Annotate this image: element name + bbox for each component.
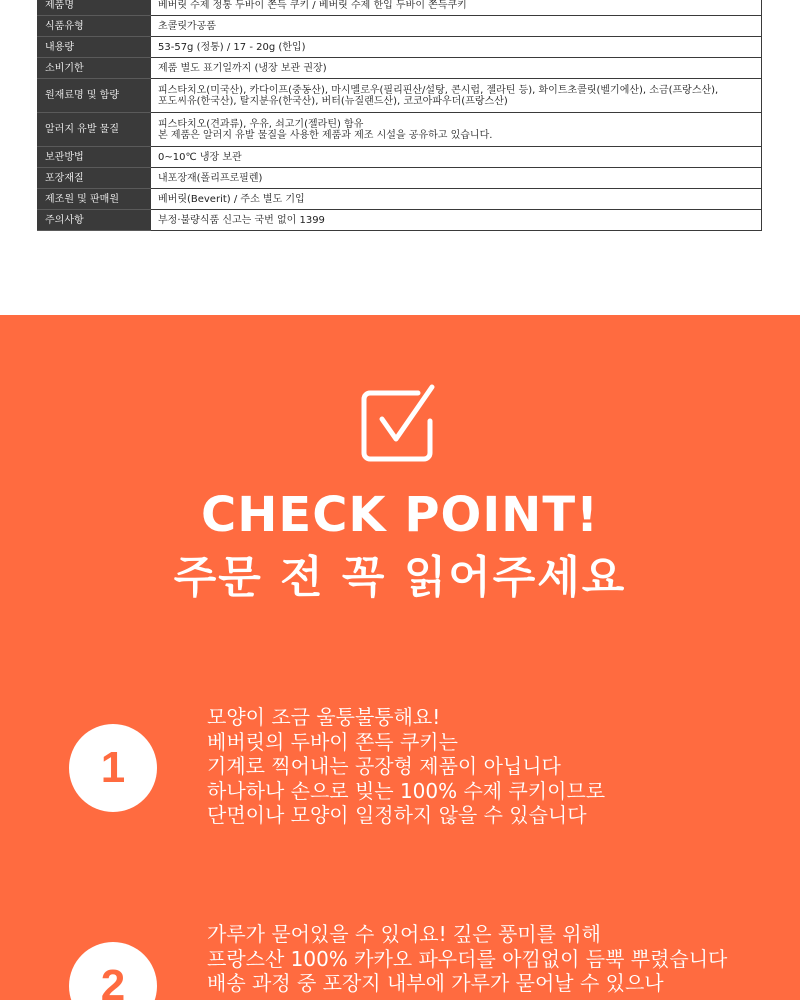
info-value-line: 내포장재(폴리프로필렌) — [158, 172, 263, 184]
info-label: 제품명 — [38, 0, 151, 16]
info-value — [151, 147, 762, 168]
info-value-line: 베버릿(Beverit) / 주소 별도 기입 — [158, 193, 305, 205]
point-line: 단면이나 모양이 일정하지 않을 수 있습니다 — [207, 803, 587, 827]
point-line: 베버릿의 두바이 쫀득 쿠키는 — [207, 729, 458, 754]
info-value-line: 0~10℃ 냉장 보관 — [158, 151, 242, 163]
info-value-line: 포도씨유(한국산), 탈지분유(한국산), 버터(뉴질랜드산), 코코아파우더(프랑스산) — [158, 95, 508, 107]
info-label: 식품유형 — [38, 16, 151, 37]
info-value-line: 초콜릿가공품 — [158, 20, 216, 32]
info-label: 제조원 및 판매원 — [38, 189, 151, 210]
info-row — [38, 0, 762, 16]
point-line: 기계로 찍어내는 공장형 제품이 아닙니다 — [207, 754, 561, 778]
point-description — [207, 922, 727, 996]
info-value — [151, 168, 762, 189]
info-value — [151, 0, 762, 16]
info-label: 주의사항 — [38, 210, 151, 231]
point-description — [207, 705, 605, 828]
info-row — [38, 37, 762, 58]
check-point-section — [0, 315, 800, 1000]
info-label: 소비기한 — [38, 58, 151, 79]
point-line: 모양이 조금 울퉁불퉁해요! — [207, 705, 441, 729]
point-number-badge: 2 — [69, 942, 157, 1000]
info-value — [151, 16, 762, 37]
info-row — [38, 79, 762, 113]
point-line: 배송 과정 중 포장지 내부에 가루가 묻어날 수 있으나 — [207, 971, 664, 995]
info-value-line: 부정·불량식품 신고는 국번 없이 1399 — [158, 214, 325, 226]
info-value-line: 53-57g (정통) / 17 - 20g (한입) — [158, 41, 306, 53]
info-value — [151, 79, 762, 113]
point-line: 하나하나 손으로 빚는 100% 수제 쿠키이므로 — [207, 778, 606, 803]
point-line: 프랑스산 100% 카카오 파우더를 아낌없이 듬뿍 뿌렸습니다 — [207, 946, 728, 971]
point-number-badge: 1 — [69, 724, 157, 812]
info-row — [38, 147, 762, 168]
info-row — [38, 210, 762, 231]
info-label: 포장재질 — [38, 168, 151, 189]
product-info-table — [37, 0, 762, 231]
info-value-line: 본 제품은 알러지 유발 물질을 사용한 제품과 제조 시설을 공유하고 있습니다. — [158, 129, 493, 141]
info-label: 원재료명 및 함량 — [38, 79, 151, 113]
info-label: 보관방법 — [38, 147, 151, 168]
info-row — [38, 58, 762, 79]
info-value — [151, 58, 762, 79]
info-value — [151, 37, 762, 58]
check-point-title: CHECK POINT! — [201, 487, 599, 543]
info-label: 알러지 유발 물질 — [38, 113, 151, 147]
info-value — [151, 189, 762, 210]
info-row — [38, 168, 762, 189]
check-point-subtitle: 주문 전 꼭 읽어주세요 — [173, 552, 627, 603]
info-value-line: 제품 별도 표기일까지 (냉장 보관 권장) — [158, 62, 327, 74]
info-value-line: 베버릿 수제 정통 두바이 쫀득 쿠키 / 베버릿 수제 한입 두바이 쫀득쿠키 — [158, 0, 467, 11]
checkbox-icon — [358, 379, 444, 465]
info-value — [151, 113, 762, 147]
info-value-line: 피스타치오(견과류), 우유, 쇠고기(젤라틴) 함유 — [158, 118, 364, 130]
info-row — [38, 189, 762, 210]
info-row — [38, 113, 762, 147]
info-value — [151, 210, 762, 231]
point-line: 가루가 묻어있을 수 있어요! 깊은 풍미를 위해 — [207, 922, 601, 946]
info-row — [38, 16, 762, 37]
info-value-line: 피스타치오(미국산), 카다이프(중동산), 마시멜로우(필리핀산/설탕, 콘시럽, 젤라틴 등), 화이트초콜릿(벨기에산), 소금(프랑스산), — [158, 84, 719, 96]
info-label: 내용량 — [38, 37, 151, 58]
